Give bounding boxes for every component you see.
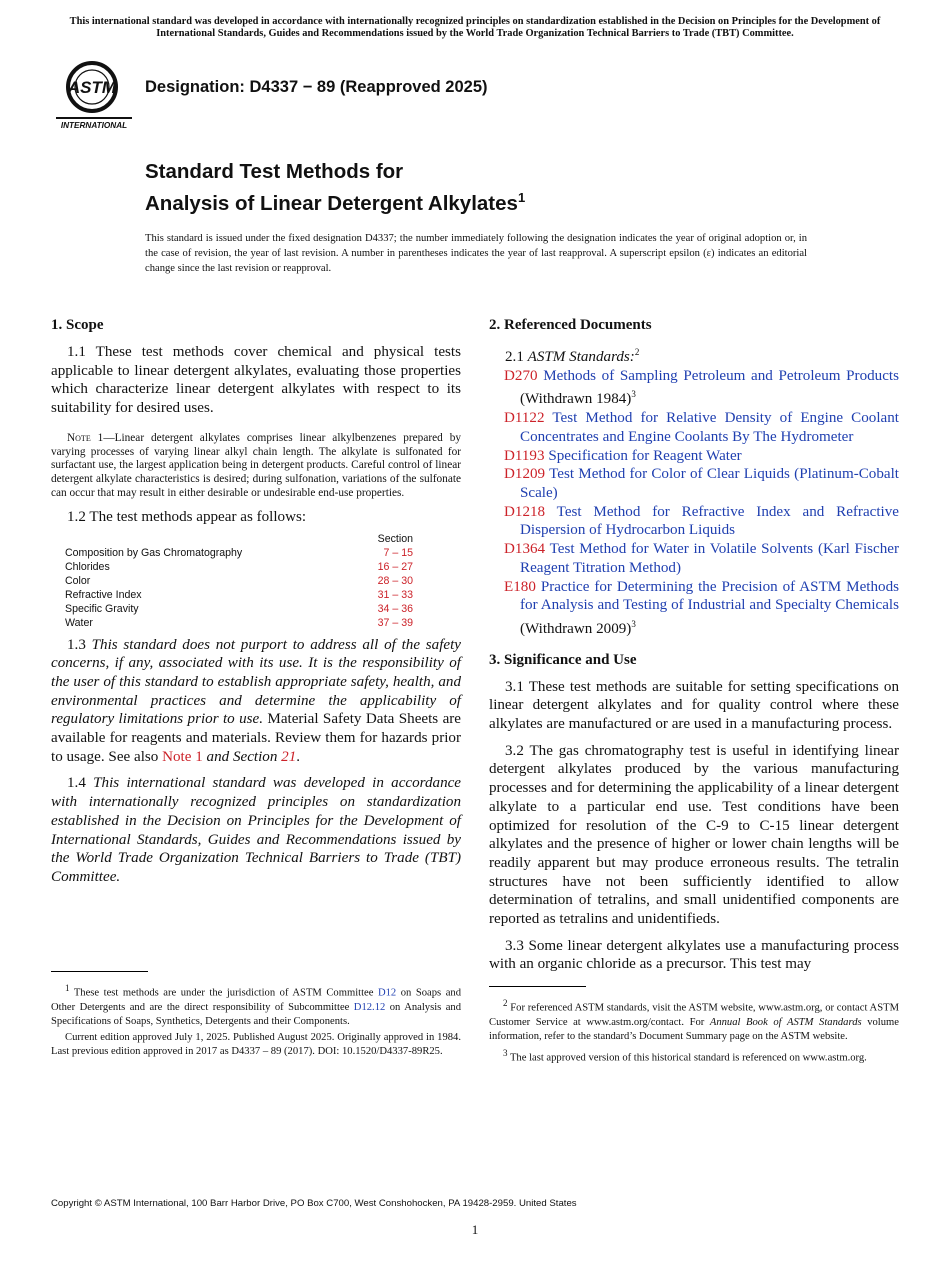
section-link[interactable]: 28 – 30 — [377, 574, 413, 587]
reference-code-link[interactable]: D1209 — [504, 466, 546, 483]
reference-code-link[interactable]: E180 — [504, 578, 536, 595]
subcommittee-d12-12-link[interactable]: D12.12 — [353, 1001, 386, 1013]
referenced-documents-list — [489, 343, 899, 639]
table-row: Refractive Index 31 – 33 — [65, 588, 413, 601]
page-number: 1 — [471, 1222, 479, 1237]
section-table — [65, 532, 413, 630]
title-line2: Analysis of Linear Detergent Alkylates$^1$ — [145, 190, 526, 215]
left-column — [51, 316, 461, 895]
section-heading-referenced-documents: 2. Referenced Documents — [489, 317, 652, 333]
reference-item: E180 Practice for Determining the Precision of ASTM Methods for Analysis and Testing of Industrial and Specialty Chemicals (Withdrawn 2009)$^3$ — [504, 578, 899, 637]
footnote-1: $^1$ These test methods are under the jurisdiction of ASTM Committee D12 on Soaps and Other Detergents and are the direct responsibility of Subcommittee D12.12 on Analysis and Specifications of Soaps, Synthetics, Detergents and their Components. — [51, 983, 462, 1027]
table-row: Chlorides 16 – 27 — [65, 560, 413, 573]
paragraph-3-2: 3.2 The gas chromatography test is useful in identifying linear detergent alkylates produced by the various manufacturing processes and for determining the applicability of a linear detergent alkylate to a particular end use. Test conditions have been optimized for resolution of the C-9 to C-15 linear detergent alkylates and the presence of higher or lower chain lengths will be readily apparent but may produce erroneous results. The tetralin structures have not been sufficiently identified to allow determination of tetralins, and small unidentified components are reported as tetralins and unidentifieds. — [489, 742, 899, 928]
reference-code-link[interactable]: D1364 — [504, 541, 546, 558]
section-link[interactable]: 7 – 15 — [383, 546, 413, 559]
section-21-link[interactable]: 21 — [281, 748, 297, 765]
reference-title-link[interactable]: Test Method for Relative Density of Engine Coolant Concentrates and Engine Coolants By The Hydrometer — [520, 410, 899, 445]
astm-logo — [54, 57, 134, 131]
table-row: Composition by Gas Chromatography 7 – 15 — [65, 546, 413, 559]
footnote-1-edition: Current edition approved July 1, 2025. Published August 2025. Originally approved in 1984. Last previous edition approved in 2017 as D4337 – 89 (2017). DOI: 10.1520/D4337-89R25. — [51, 1031, 461, 1057]
astm-standards-subheading: 2.1 ASTM Standards:$^2$ — [505, 347, 640, 366]
section-heading-significance: 3. Significance and Use — [489, 651, 637, 668]
reference-item — [489, 465, 899, 502]
section-link[interactable]: 34 – 36 — [377, 602, 413, 615]
section-link[interactable]: 37 – 39 — [377, 616, 413, 629]
reference-code-link[interactable]: D270 — [504, 367, 538, 384]
section-table-header: Section — [377, 532, 413, 545]
section-heading-scope: 1. Scope — [51, 317, 104, 333]
paragraph-3-1: 3.1 These test methods are suitable for setting specifications on linear detergent alkylates and for quality control where these alkylates are manufactured or are used in a manufacturing process. — [489, 678, 899, 733]
table-row: Specific Gravity 34 – 36 — [65, 602, 413, 615]
footnote-2: $^2$ For referenced ASTM standards, visit the ASTM website, www.astm.org, or contact ASTM Customer Service at www.astm.org/contact. For Annual Book of ASTM Standards volume information, refer to the standard’s Document Summary page on the ASTM website. — [489, 998, 899, 1042]
top-notice: This international standard was developed in accordance with internationally recognized principles on standardization established in the Decision on Principles for the Development of International Standards, Guides and Recommendations issued by the World Trade Organization Technical Barriers to Trade (TBT) Committee. — [69, 16, 881, 40]
note-1-link[interactable]: Note 1 — [162, 748, 203, 765]
reference-title-link[interactable]: Methods of Sampling Petroleum and Petroleum Products — [543, 367, 899, 384]
right-column — [489, 316, 899, 982]
reference-item — [489, 447, 899, 466]
footnotes-left — [51, 981, 461, 1061]
reference-code-link[interactable]: D1193 — [504, 447, 545, 464]
reference-item — [489, 540, 899, 577]
logo-wordmark: INTERNATIONAL — [60, 121, 128, 130]
issuance-statement: This standard is issued under the fixed designation D4337; the number immediately following the designation indicates the year of original adoption or, in the case of revision, the year of last revision. A number in parentheses indicates the year of last reapproval. A superscript epsilon (ε) indicates an editorial change since the last revision or reapproval. — [145, 233, 807, 274]
reference-title-link[interactable]: Test Method for Color of Clear Liquids (Platinum-Cobalt Scale) — [520, 466, 899, 501]
reference-title-link[interactable]: Specification for Reagent Water — [548, 447, 742, 464]
reference-title-link[interactable]: Practice for Determining the Precision of ASTM Methods for Analysis and Testing of Industrial and Specialty Chemicals — [520, 578, 899, 614]
note-1: Note 1—Linear detergent alkylates comprises linear alkylbenzenes prepared by varying processes of varying linear alkyl chain length. The alkylate is sulfonated for surfactant use, the largest application being in detergent products. Careful control of linear detergent alkylate characteristics is desired; during sulfonation, variations of the sulfonate can occur that may result in either desirable or undesirable end-use properties. — [51, 431, 461, 499]
reference-title-link[interactable]: Test Method for Refractive Index and Refractive Dispersion of Hydrocarbon Liquids — [520, 503, 899, 539]
section-link[interactable]: 31 – 33 — [377, 588, 413, 601]
reference-item — [489, 503, 899, 540]
footnote-rule-right — [489, 986, 586, 987]
paragraph-1-3: 1.3 This standard does not purport to address all of the safety concerns, if any, associated with its use. It is the responsibility of the user of this standard to establish appropriate safety, health, and environmental practices and determine the applicability of regulatory limitations prior to use. Material Safety Data Sheets are available for reagents and materials. Review them for hazards prior to usage. See also Note 1 and Section 21. — [51, 636, 462, 765]
copyright-notice: Copyright © ASTM International, 100 Barr Harbor Drive, PO Box C700, West Conshohocken, PA 19428-2959. United States — [51, 1198, 577, 1209]
designation: Designation: D4337 − 89 (Reapproved 2025) — [145, 78, 488, 96]
reference-title-link[interactable]: Test Method for Water in Volatile Solvents (Karl Fischer Reagent Titration Method) — [520, 541, 899, 576]
title-line1: Standard Test Methods for — [145, 160, 404, 183]
paragraph-1-4: 1.4 This international standard was developed in accordance with internationally recognized principles on standardization established in the Decision on Principles for the Development of International Standards, Guides and Recommendations issued by the World Trade Organization Technical Barriers to Trade (TBT) Committee. — [51, 775, 462, 885]
document-title — [145, 159, 525, 217]
paragraph-3-3: 3.3 Some linear detergent alkylates use a manufacturing process with an organic chloride as a precursor. This test may — [489, 937, 899, 973]
paragraph-1-2: 1.2 The test methods appear as follows: — [67, 508, 307, 525]
committee-d12-link[interactable]: D12 — [377, 987, 397, 999]
svg-text:ASTM: ASTM — [67, 78, 117, 97]
reference-code-link[interactable]: D1218 — [504, 503, 546, 520]
title-footnote-mark: 1 — [517, 190, 526, 205]
reference-item: D270 Methods of Sampling Petroleum and Petroleum Products (Withdrawn 1984)$^3$ — [504, 367, 899, 408]
section-link[interactable]: 16 – 27 — [377, 560, 413, 573]
table-row: Water 37 – 39 — [65, 616, 413, 629]
footnotes-right — [489, 996, 899, 1067]
reference-code-link[interactable]: D1122 — [504, 410, 545, 427]
footnote-rule-left — [51, 971, 148, 972]
paragraph-1-1: 1.1 These test methods cover chemical and physical tests applicable to linear detergent alkylates, evaluating those properties which characterize linear detergent alkylates with respect to its suitability for desired uses. — [51, 344, 461, 417]
footnote-3: $^3$ The last approved version of this historical standard is referenced on www.astm.org. — [503, 1047, 867, 1064]
table-row: Color 28 – 30 — [65, 574, 413, 587]
reference-item — [489, 409, 899, 446]
